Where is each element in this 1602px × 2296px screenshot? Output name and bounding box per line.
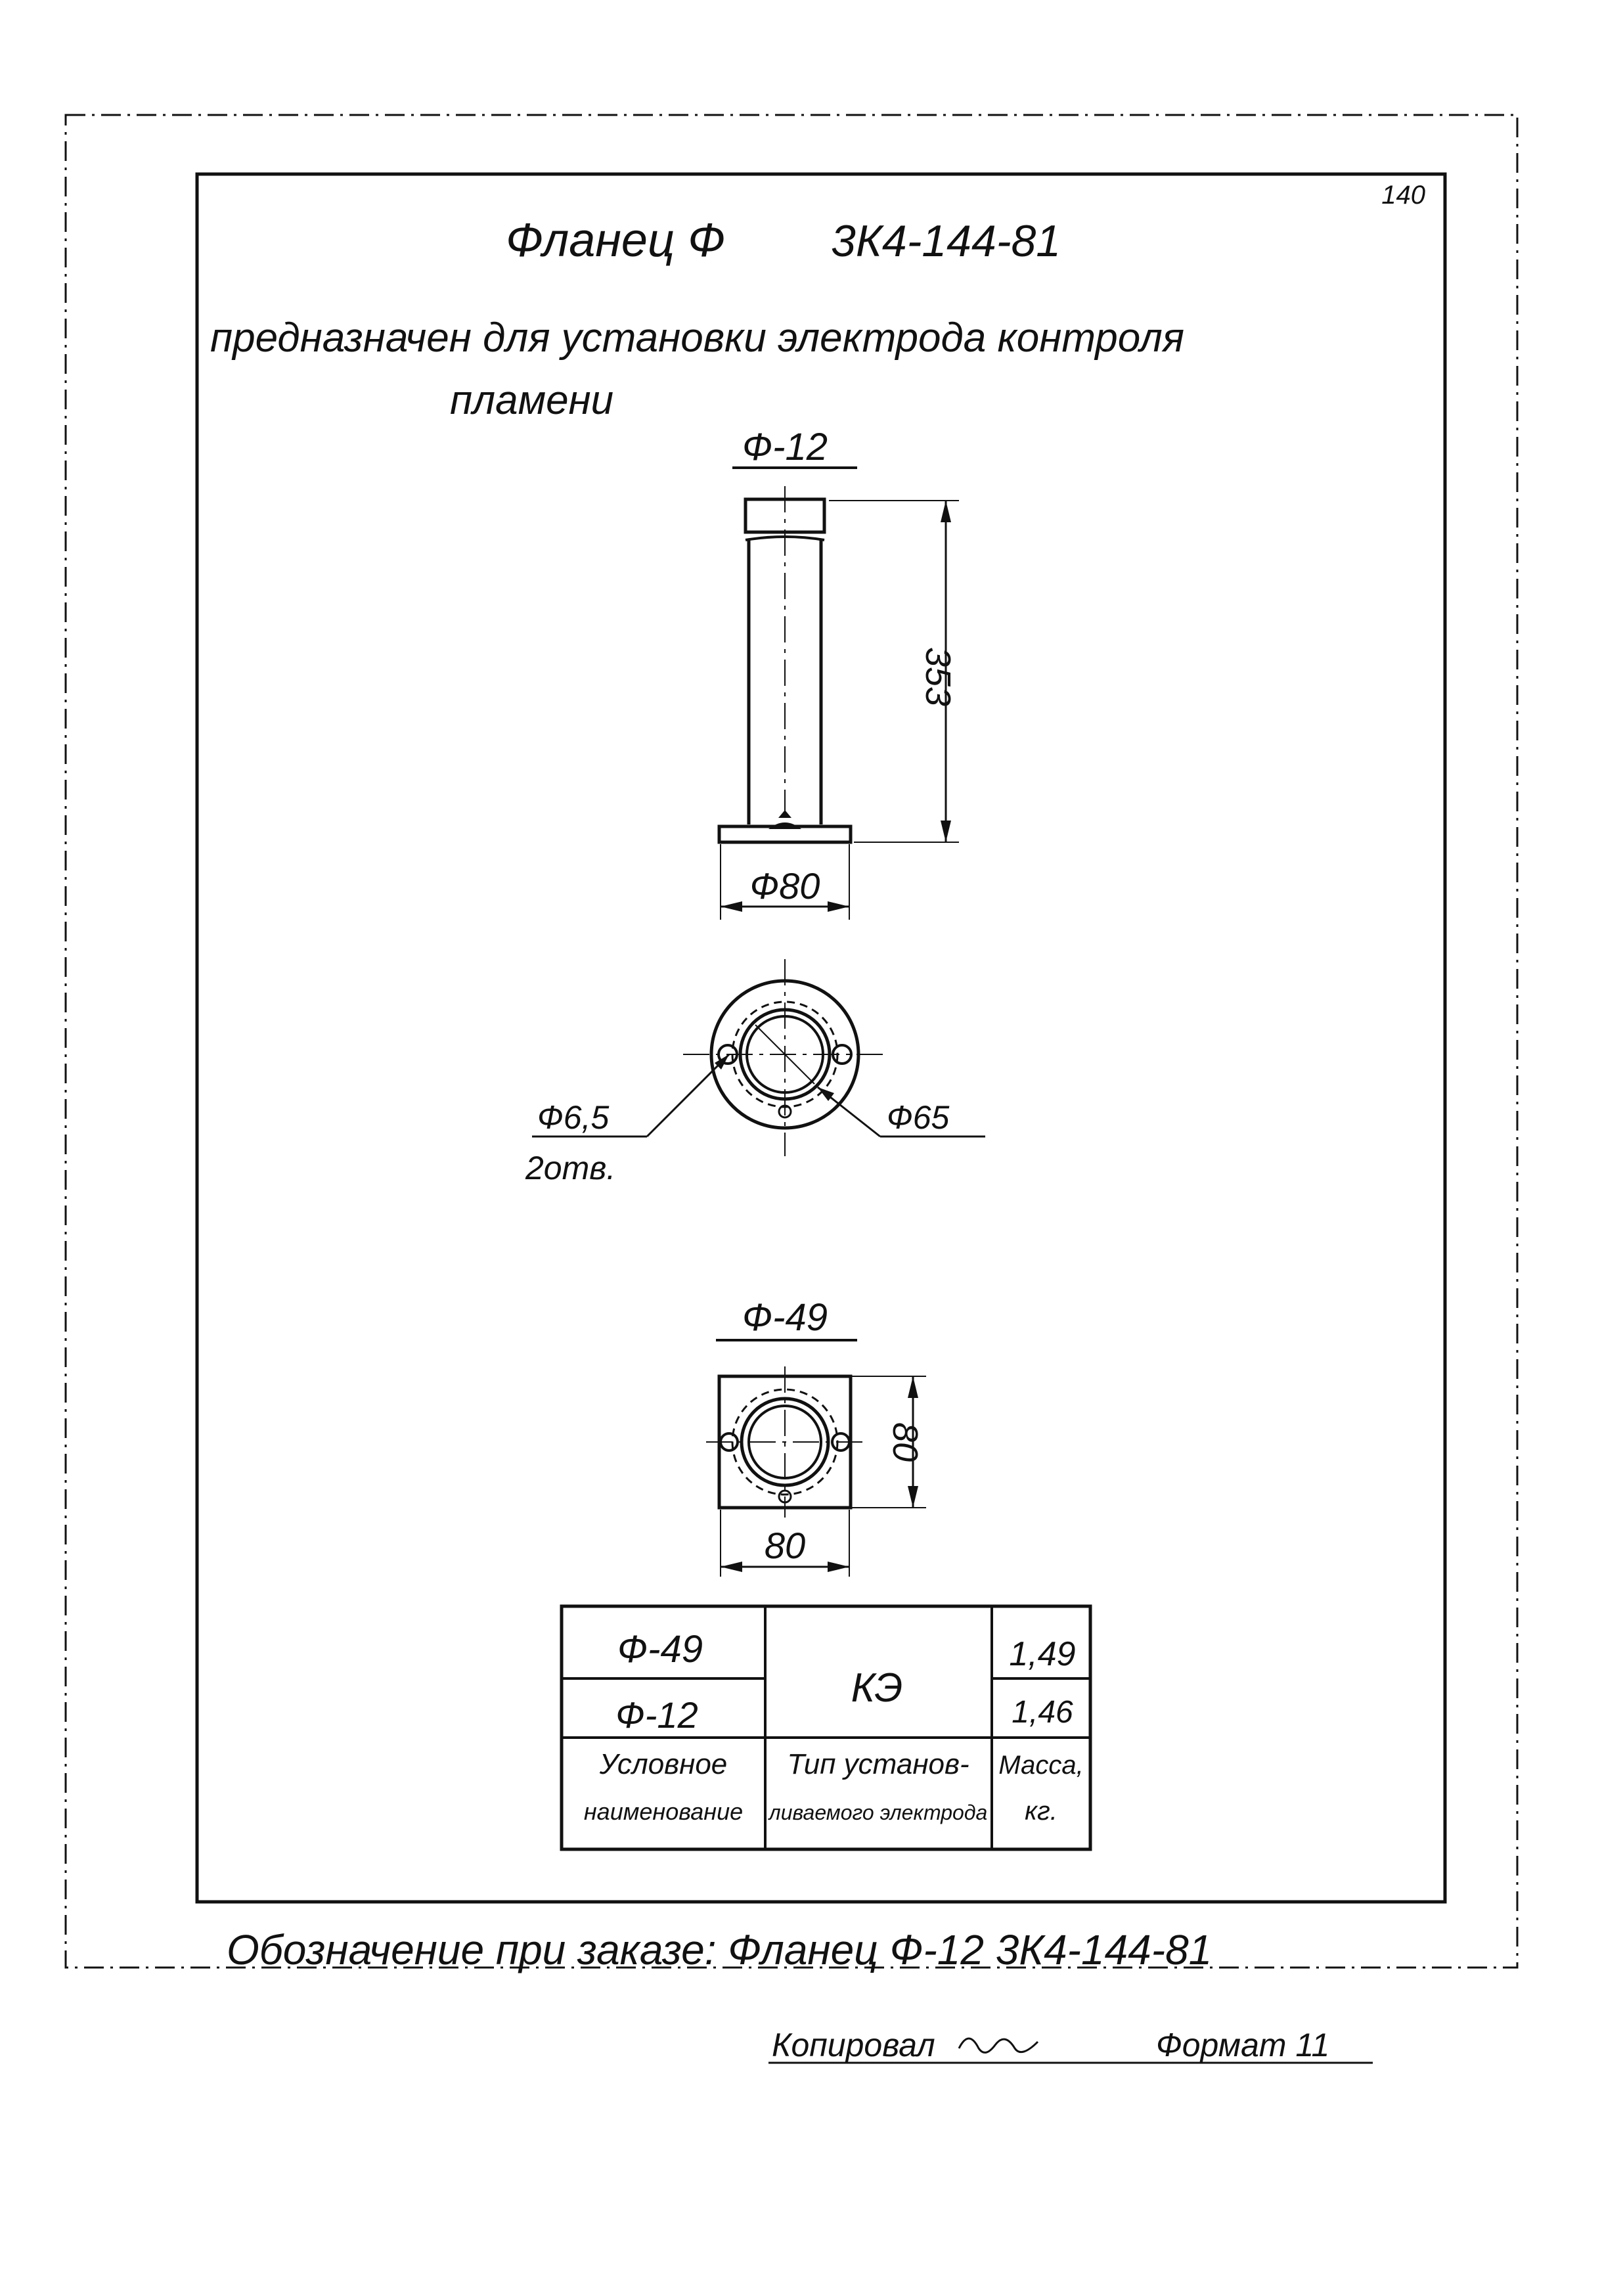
table-row-1-mass: 1,49: [1009, 1635, 1076, 1673]
dim-width-80: [721, 1510, 849, 1577]
table-header-mass-1: Масса,: [998, 1751, 1084, 1780]
footer-copied-by: Копировал: [772, 2027, 935, 2063]
dim-side-80: [852, 1376, 926, 1508]
table-header-type-1: Тип установ-: [787, 1748, 969, 1780]
page-number: 140: [1381, 181, 1425, 210]
view-label-f49: Ф-49: [742, 1296, 828, 1339]
table-electrode-type: КЭ: [851, 1665, 903, 1711]
dim-hole-f6-5-text: Ф6,5: [537, 1099, 610, 1136]
dim-bore-f65-text: Ф65: [887, 1099, 950, 1136]
f12-side-view: [719, 486, 851, 842]
table-header-name-2: наименование: [583, 1798, 744, 1825]
dim-hole-f6-5: [525, 1054, 729, 1186]
flange-title: Фланец Ф: [506, 214, 726, 267]
f49-plan-view: [706, 1366, 864, 1518]
drawing-code: 3К4-144-81: [831, 216, 1061, 266]
dim-height-353-text: 353: [918, 646, 958, 707]
purpose-line-1: предназначен для установки электрода контроля: [210, 315, 1184, 361]
dim-width-f80-text: Ф80: [749, 865, 820, 907]
footer-format: Формат 11: [1156, 2027, 1330, 2063]
table-row-1-name: Ф-49: [617, 1628, 703, 1671]
spec-table: [562, 1606, 1090, 1849]
dim-side-80-text: 80: [885, 1422, 925, 1462]
dim-height-353: [829, 501, 959, 842]
dim-width-80-text: 80: [764, 1525, 806, 1566]
table-header-mass-2: кг.: [1025, 1797, 1057, 1826]
copyist-signature: [959, 2038, 1038, 2052]
dim-bore-f65: [818, 1087, 985, 1137]
table-row-2-mass: 1,46: [1012, 1695, 1073, 1730]
f12-plan-view: [683, 959, 887, 1156]
table-row-2-name: Ф-12: [615, 1694, 698, 1736]
table-header-name-1: Условное: [599, 1748, 728, 1780]
dim-hole-note: 2отв.: [525, 1150, 616, 1186]
purpose-line-2: пламени: [450, 378, 614, 423]
table-header-type-2: ливаемого электрода: [768, 1801, 988, 1824]
order-designation: Обозначение при заказе: Фланец Ф-12 3К4-144-81: [227, 1926, 1213, 1973]
view-label-f12: Ф-12: [742, 426, 828, 468]
dim-width-f80: [721, 844, 849, 920]
outer-border: [66, 115, 1517, 1968]
